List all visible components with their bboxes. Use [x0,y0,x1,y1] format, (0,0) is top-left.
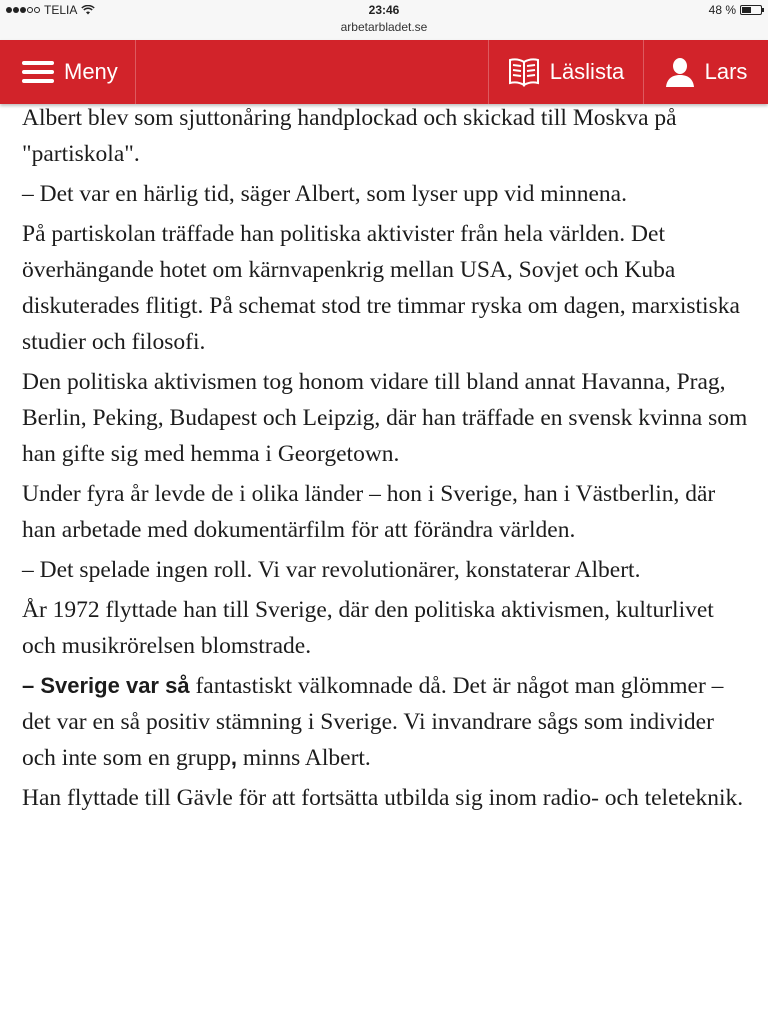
battery-icon [740,5,762,15]
battery-percentage: 48 % [708,3,736,17]
user-account-button[interactable] [644,40,768,104]
article-body [22,104,752,820]
open-book-icon [508,57,540,87]
url-bar[interactable]: arbetarbladet.se [340,20,428,34]
article-paragraph: År 1972 flyttade han till Sverige, där den politiska aktivismen, kulturlivet och musikrörelsen blomstrade. [22,597,714,659]
menu-label: Meny [64,59,118,84]
article-paragraph: – Det spelade ingen roll. Vi var revolutionärer, konstaterar Albert. [22,557,641,583]
hamburger-menu-icon [22,60,54,84]
article-paragraph: Han flyttade till Gävle för att fortsätta utbilda sig inom radio- och teleteknik. [22,785,744,811]
status-bar [0,0,768,40]
article-paragraph: Albert blev som sjuttonåring handplockad och skickad till Moskva på "partiskola". [22,105,677,167]
clock: 23:46 [368,3,400,17]
user-icon [665,57,695,87]
article-paragraph: På partiskolan träffade han politiska aktivister från hela världen. Det överhängande hotet om kärnvapenkrig mellan USA, Sovjet och Kuba diskuterades flitigt. På schemat stod tre timmar ryska om dagen, marxistiska studier och filosofi. [22,221,740,355]
user-name-label: Lars [704,59,748,84]
article-paragraph-quote [22,668,752,776]
article-paragraph: Den politiska aktivismen tog honom vidare till bland annat Havanna, Prag, Berlin, Peking, Budapest och Leipzig, där han träffade en svensk kvinna som han gifte sig med hemma i Georgetown. [22,369,748,467]
carrier-name: TELIA [44,3,78,17]
article-paragraph: Under fyra år levde de i olika länder – hon i Sverige, han i Västberlin, där han arbetade med dokumentärfilm för att förändra världen. [22,481,716,543]
quote-comma: , [230,745,237,770]
readlist-label: Läslista [549,59,625,84]
readlist-button[interactable] [488,40,644,104]
quote-bold-lead: – Sverige var så [22,673,190,698]
quote-text: fantastiskt välkomnade då. Det är något man glömmer – det var en så positiv stämning i Sverige. Vi invandrare sågs som individer och inte som en grupp [22,673,724,771]
site-navbar [0,40,768,104]
article-paragraph: – Det var en härlig tid, säger Albert, som lyser upp vid minnena. [22,181,627,207]
menu-button[interactable] [0,40,136,104]
status-right [709,3,762,17]
quote-attribution: minns Albert. [236,745,371,771]
